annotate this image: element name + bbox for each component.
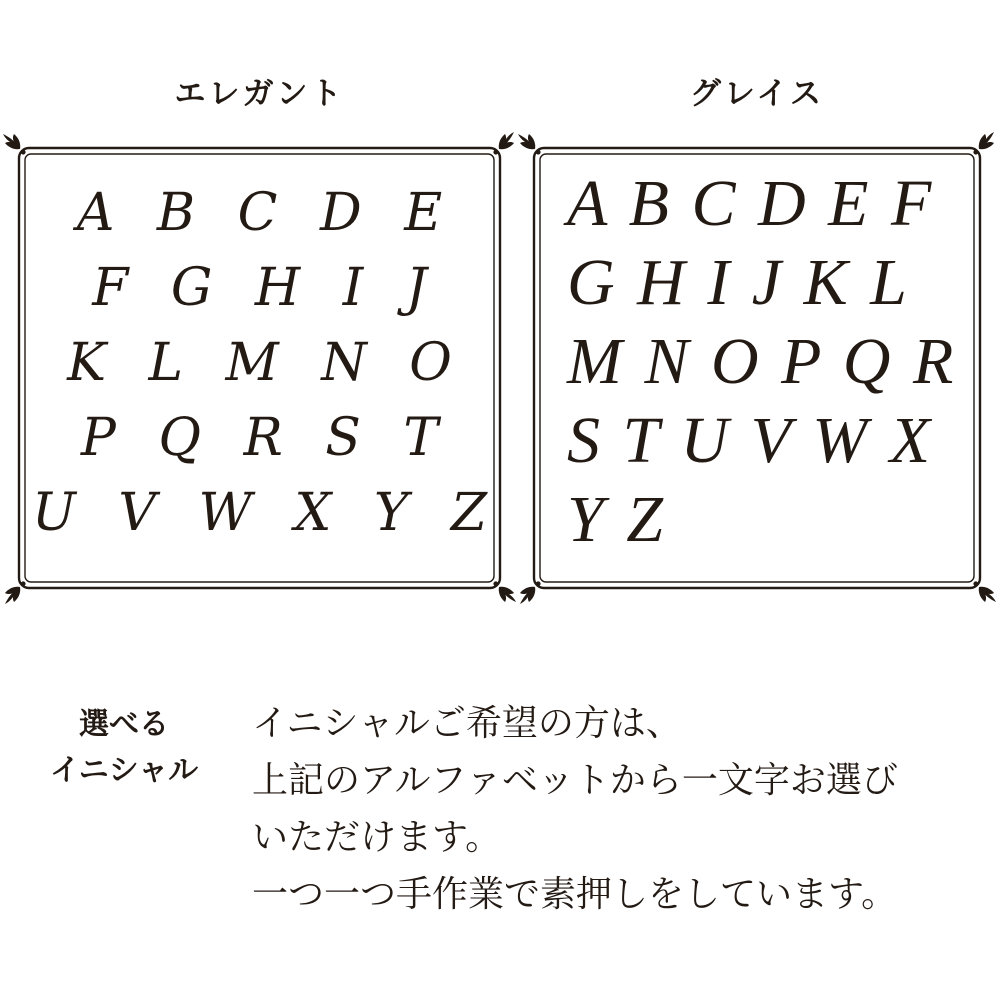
alphabet-row: Y Z bbox=[567, 483, 663, 556]
alphabet-row: U V W X Y Z bbox=[32, 483, 487, 543]
alphabet-row: S T U V W X bbox=[567, 404, 931, 477]
note-body bbox=[252, 694, 972, 922]
alphabet-row: G H I J K L bbox=[567, 246, 907, 319]
alphabet-row: F G H I J bbox=[92, 258, 427, 318]
alphabet-row: A B C D E F bbox=[567, 167, 932, 240]
note-body-line: 一つ一つ手作業で素押しをしています。 bbox=[252, 873, 898, 914]
font-panel-elegant bbox=[14, 143, 505, 593]
panel-title-elegant: エレガント bbox=[174, 76, 345, 111]
note-label-line: 選べる bbox=[79, 708, 169, 741]
alphabet-elegant bbox=[14, 143, 505, 593]
note-body-line: イニシャルご希望の方は、 bbox=[252, 702, 682, 743]
alphabet-row: A B C D E bbox=[76, 183, 443, 243]
note-label-line: イニシャル bbox=[49, 754, 199, 787]
alphabet-row: M N O P Q R bbox=[567, 325, 954, 398]
alphabet-row: K L M N O bbox=[67, 333, 452, 393]
alphabet-grace bbox=[529, 143, 985, 593]
font-panel-grace bbox=[529, 143, 985, 593]
panel-title-grace: グレイス bbox=[689, 76, 825, 111]
alphabet-row: P Q R S T bbox=[80, 408, 439, 468]
note-label bbox=[38, 702, 210, 794]
note-body-line: 上記のアルファベットから一文字お選び bbox=[252, 759, 898, 800]
note-body-line: いただけます。 bbox=[252, 816, 502, 857]
